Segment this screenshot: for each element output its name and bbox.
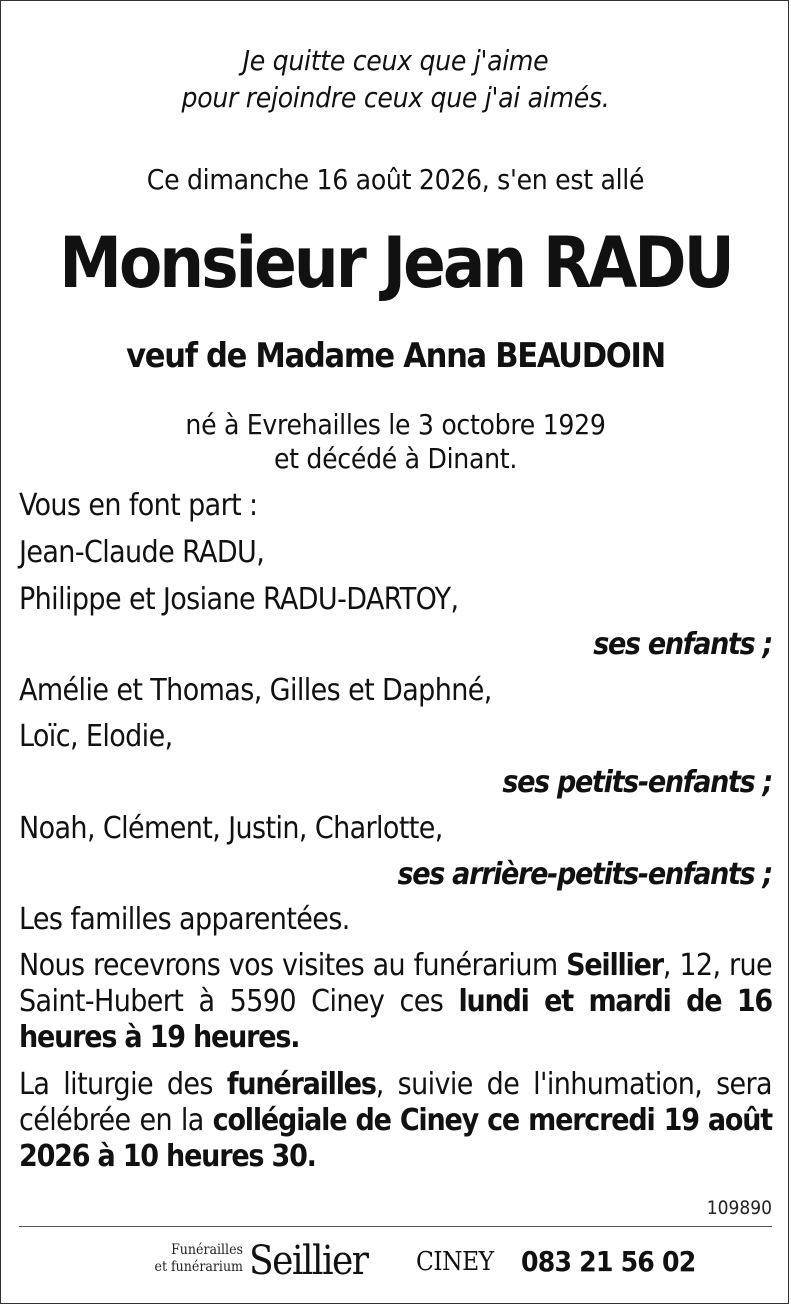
funeral-home-brand: Seillier — [249, 1238, 368, 1284]
footer-divider — [19, 1226, 772, 1227]
children-label: ses enfants ; — [593, 627, 772, 662]
deceased-name: Monsieur Jean RADU — [59, 222, 732, 304]
child-line: Jean-Claude RADU, — [19, 535, 265, 570]
visits-address: , 12, rue Saint-Hubert à 5590 Ciney ces — [19, 948, 772, 1019]
funeral-word: funérailles — [226, 1067, 376, 1102]
child-line: Philippe et Josiane RADU-DARTOY, — [19, 582, 459, 617]
funeral-home-city: CINEY — [416, 1247, 494, 1277]
quote-line-2: pour rejoindre ceux que j'ai aimés. — [181, 81, 610, 114]
funeral-paragraph — [19, 1067, 772, 1175]
visits-schedule: lundi et mardi de 16 heures à 19 heures. — [19, 984, 772, 1055]
tagline-line-1: Funérailles — [171, 1242, 243, 1258]
family-intro: Vous en font part : — [19, 488, 258, 523]
announcement-line: Ce dimanche 16 août 2026, s'en est allé — [146, 163, 645, 196]
reference-number: 109890 — [706, 1197, 772, 1219]
opening-quote — [19, 42, 772, 116]
grandchildren-label: ses petits-enfants ; — [502, 765, 772, 800]
funeral-text: La liturgie des — [19, 1067, 227, 1102]
death-line: et décédé à Dinant. — [273, 442, 518, 475]
grandchild-line: Loïc, Elodie, — [19, 719, 173, 754]
great-grandchild-line: Noah, Clément, Justin, Charlotte, — [19, 811, 443, 846]
widow-of: veuf de Madame Anna BEAUDOIN — [126, 336, 665, 376]
funeral-home-phone: 083 21 56 02 — [521, 1245, 696, 1278]
funeral-home-footer — [19, 1238, 772, 1286]
visits-paragraph — [19, 948, 772, 1056]
funeral-details: , suivie de l'inhumation, sera célébrée en la — [19, 1067, 772, 1138]
birth-line: né à Evrehailles le 3 octobre 1929 — [185, 408, 606, 441]
funeral-home-name: Seillier — [566, 948, 663, 983]
relatives-line: Les familles apparentées. — [19, 902, 350, 937]
funeral-schedule: collégiale de Ciney ce mercredi 19 août 2026 à 10 heures 30. — [19, 1103, 772, 1174]
quote-line-1: Je quitte ceux que j'aime — [242, 44, 549, 77]
birth-death-info — [19, 408, 772, 476]
grandchild-line: Amélie et Thomas, Gilles et Daphné, — [19, 673, 492, 708]
great-grandchildren-label: ses arrière-petits-enfants ; — [397, 857, 772, 892]
visits-text: Nous recevrons vos visites au funérarium — [19, 948, 567, 983]
funeral-home-tagline — [139, 1242, 243, 1276]
tagline-line-2: et funérarium — [154, 1259, 243, 1275]
